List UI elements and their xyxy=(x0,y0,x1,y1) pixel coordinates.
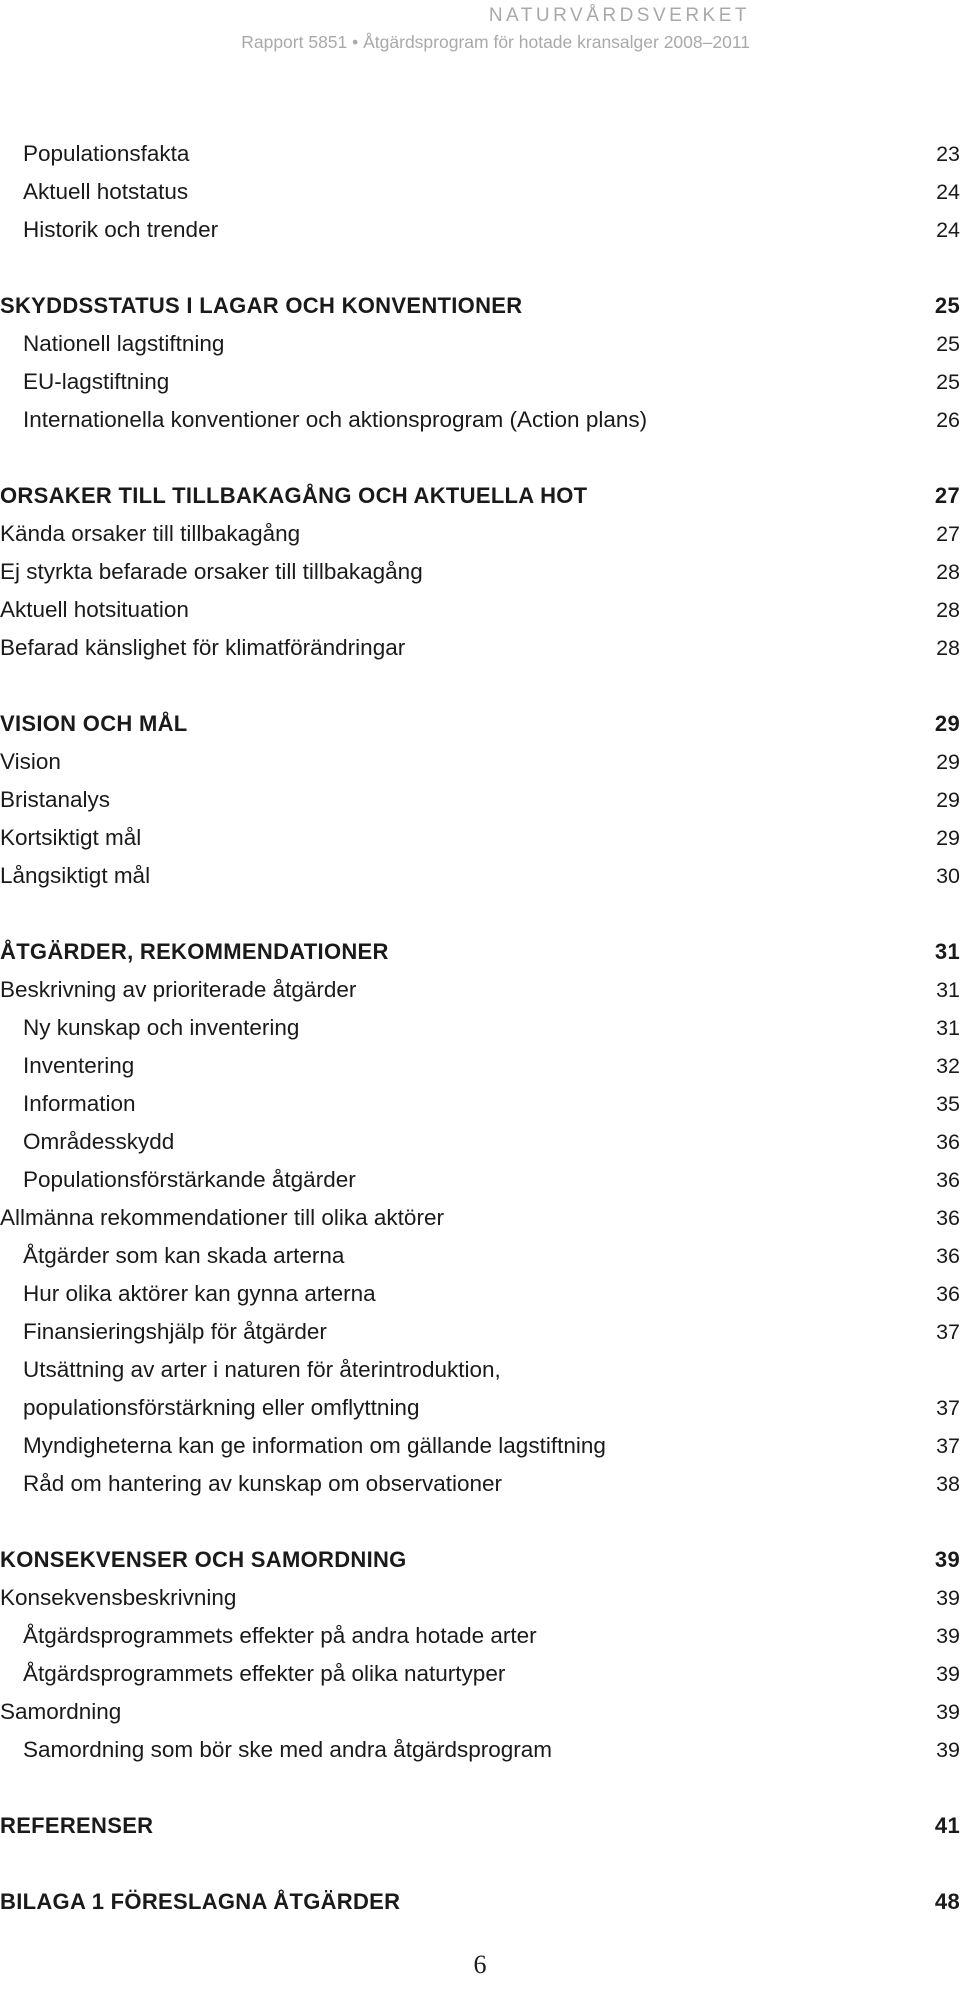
toc-entry xyxy=(0,135,960,173)
toc-entry-title: EU-lagstiftning xyxy=(23,369,170,394)
section-gap xyxy=(0,895,960,933)
section-gap xyxy=(0,667,960,705)
toc-entry-page: 25 xyxy=(936,332,960,356)
toc-entry-title: Långsiktigt mål xyxy=(0,863,151,888)
toc-entry xyxy=(0,1123,960,1161)
section-gap xyxy=(0,1845,960,1883)
toc-entry xyxy=(0,173,960,211)
toc-entry-title: Åtgärder som kan skada arterna xyxy=(23,1243,345,1268)
toc-entry-page: 31 xyxy=(936,978,960,1002)
toc-entry xyxy=(0,629,960,667)
toc-entry xyxy=(0,325,960,363)
toc-entry-page: 48 xyxy=(934,1889,960,1914)
toc-entry-title: Nationell lagstiftning xyxy=(23,331,225,356)
header-organization: NATURVÅRDSVERKET xyxy=(488,5,750,26)
toc-entry xyxy=(0,553,960,591)
toc-entry xyxy=(0,1085,960,1123)
header-report-title: Rapport 5851 • Åtgärdsprogram för hotade kransalger 2008–2011 xyxy=(241,32,750,52)
toc-entry-title: KONSEKVENSER OCH SAMORDNING xyxy=(0,1547,407,1572)
toc-entry xyxy=(0,591,960,629)
toc-entry-title: Befarad känslighet för klimatförändringar xyxy=(0,635,406,660)
toc-entry-title: Bristanalys xyxy=(0,787,111,812)
toc-entry-title: Samordning som bör ske med andra åtgärdsprogram xyxy=(23,1737,553,1762)
toc-entry-page: 36 xyxy=(936,1206,960,1230)
section-gap xyxy=(0,249,960,287)
toc-section-heading xyxy=(0,1541,960,1579)
toc-entry xyxy=(0,1161,960,1199)
toc-entry-page: 27 xyxy=(936,522,960,546)
toc-entry xyxy=(0,971,960,1009)
toc-entry-title: Samordning xyxy=(0,1699,122,1724)
toc-entry-page: 26 xyxy=(936,408,960,432)
toc-entry-title: Åtgärdsprogrammets effekter på andra hotade arter xyxy=(23,1623,537,1648)
toc-entry xyxy=(0,1617,960,1655)
toc-entry-title: VISION OCH MÅL xyxy=(0,711,188,736)
toc-entry xyxy=(0,1275,960,1313)
toc-entry-page: 24 xyxy=(936,218,960,242)
toc-section-heading xyxy=(0,477,960,515)
running-header xyxy=(241,4,750,54)
toc-entry-page: 36 xyxy=(936,1244,960,1268)
toc-entry xyxy=(0,781,960,819)
toc-entry-title: Åtgärdsprogrammets effekter på olika naturtyper xyxy=(23,1661,506,1686)
toc-entry-title: Populationsförstärkande åtgärder xyxy=(23,1167,356,1192)
toc-entry-page: 36 xyxy=(936,1282,960,1306)
toc-entry xyxy=(0,819,960,857)
toc-entry-title: Ej styrkta befarade orsaker till tillbakagång xyxy=(0,559,423,584)
toc-entry-page: 29 xyxy=(934,711,960,736)
toc-section-heading xyxy=(0,287,960,325)
toc-entry-page: 28 xyxy=(936,636,960,660)
toc-entry-title: Områdesskydd xyxy=(23,1129,175,1154)
toc-entry xyxy=(0,515,960,553)
toc-entry xyxy=(0,1047,960,1085)
toc-entry-page: 36 xyxy=(936,1168,960,1192)
toc-entry-title: BILAGA 1 FÖRESLAGNA ÅTGÄRDER xyxy=(0,1889,401,1914)
toc-entry-title: Historik och trender xyxy=(23,217,219,242)
toc-section-heading xyxy=(0,1807,960,1845)
toc-entry xyxy=(0,1655,960,1693)
toc-entry-title: Hur olika aktörer kan gynna arterna xyxy=(23,1281,376,1306)
toc-entry-title: Aktuell hotstatus xyxy=(23,179,189,204)
toc-entry-page: 39 xyxy=(936,1624,960,1648)
toc-entry xyxy=(0,401,960,439)
toc-entry-title: Ny kunskap och inventering xyxy=(23,1015,300,1040)
toc-entry-title: Kända orsaker till tillbakagång xyxy=(0,521,301,546)
toc-entry-page: 39 xyxy=(936,1738,960,1762)
toc-entry-title: Myndigheterna kan ge information om gällande lagstiftning xyxy=(23,1433,606,1458)
table-of-contents xyxy=(0,135,960,1921)
toc-entry-title: Populationsfakta xyxy=(23,141,190,166)
toc-entry-title: Utsättning av arter i naturen för återintroduktion, xyxy=(23,1357,501,1382)
toc-entry xyxy=(0,743,960,781)
toc-entry-title: Finansieringshjälp för åtgärder xyxy=(23,1319,327,1344)
toc-entry-title: Allmänna rekommendationer till olika aktörer xyxy=(0,1205,444,1230)
toc-entry xyxy=(0,1465,960,1503)
toc-entry-title: populationsförstärkning eller omflyttning xyxy=(23,1395,420,1420)
toc-entry-page: 24 xyxy=(936,180,960,204)
toc-entry-title: Beskrivning av prioriterade åtgärder xyxy=(0,977,357,1002)
toc-entry-page: 37 xyxy=(936,1320,960,1344)
toc-entry xyxy=(0,211,960,249)
toc-entry-page: 38 xyxy=(936,1472,960,1496)
toc-entry-page: 39 xyxy=(934,1547,960,1572)
toc-entry xyxy=(0,1731,960,1769)
section-gap xyxy=(0,1769,960,1807)
toc-entry-title: Konsekvensbeskrivning xyxy=(0,1585,237,1610)
toc-entry xyxy=(0,1313,960,1351)
toc-section-heading xyxy=(0,705,960,743)
toc-entry xyxy=(0,1693,960,1731)
toc-entry xyxy=(0,857,960,895)
toc-entry-title: Inventering xyxy=(23,1053,135,1078)
toc-entry-page: 39 xyxy=(936,1662,960,1686)
toc-entry-title: SKYDDSSTATUS I LAGAR OCH KONVENTIONER xyxy=(0,293,523,318)
toc-entry-page: 35 xyxy=(936,1092,960,1116)
toc-entry-page: 28 xyxy=(936,598,960,622)
toc-entry-page: 39 xyxy=(936,1586,960,1610)
toc-entry-title: Kortsiktigt mål xyxy=(0,825,142,850)
toc-entry-page: 32 xyxy=(936,1054,960,1078)
toc-entry-title: Vision xyxy=(0,749,61,774)
toc-entry-title: ÅTGÄRDER, REKOMMENDATIONER xyxy=(0,939,389,964)
toc-section-heading xyxy=(0,1883,960,1921)
toc-entry xyxy=(0,1579,960,1617)
toc-entry-page: 31 xyxy=(934,939,960,964)
toc-entry xyxy=(0,1009,960,1047)
toc-entry-page: 37 xyxy=(936,1434,960,1458)
toc-entry xyxy=(0,1389,960,1427)
toc-entry xyxy=(0,1237,960,1275)
toc-entry-page: 36 xyxy=(936,1130,960,1154)
toc-entry xyxy=(0,1351,960,1389)
toc-entry-page: 29 xyxy=(936,826,960,850)
toc-entry-page: 23 xyxy=(936,142,960,166)
toc-entry-page: 30 xyxy=(936,864,960,888)
toc-entry-page: 28 xyxy=(936,560,960,584)
toc-entry-page: 31 xyxy=(936,1016,960,1040)
section-gap xyxy=(0,1503,960,1541)
toc-entry-title: Internationella konventioner och aktionsprogram (Action plans) xyxy=(23,407,648,432)
toc-entry xyxy=(0,363,960,401)
toc-entry-page: 25 xyxy=(936,370,960,394)
toc-entry-page: 41 xyxy=(934,1813,960,1838)
toc-entry xyxy=(0,1427,960,1465)
toc-entry-page: 37 xyxy=(936,1396,960,1420)
toc-entry-page: 29 xyxy=(936,788,960,812)
toc-entry-title: Information xyxy=(23,1091,136,1116)
toc-entry xyxy=(0,1199,960,1237)
toc-entry-title: Aktuell hotsituation xyxy=(0,597,189,622)
toc-entry-page: 27 xyxy=(934,483,960,508)
page-number: 6 xyxy=(473,1950,487,1979)
toc-entry-page: 39 xyxy=(936,1700,960,1724)
toc-entry-title: ORSAKER TILL TILLBAKAGÅNG OCH AKTUELLA HOT xyxy=(0,483,588,508)
toc-entry-page: 29 xyxy=(936,750,960,774)
toc-section-heading xyxy=(0,933,960,971)
section-gap xyxy=(0,439,960,477)
toc-entry-title: Råd om hantering av kunskap om observationer xyxy=(23,1471,503,1496)
toc-entry-page: 25 xyxy=(934,293,960,318)
toc-entry-title: REFERENSER xyxy=(0,1813,154,1838)
